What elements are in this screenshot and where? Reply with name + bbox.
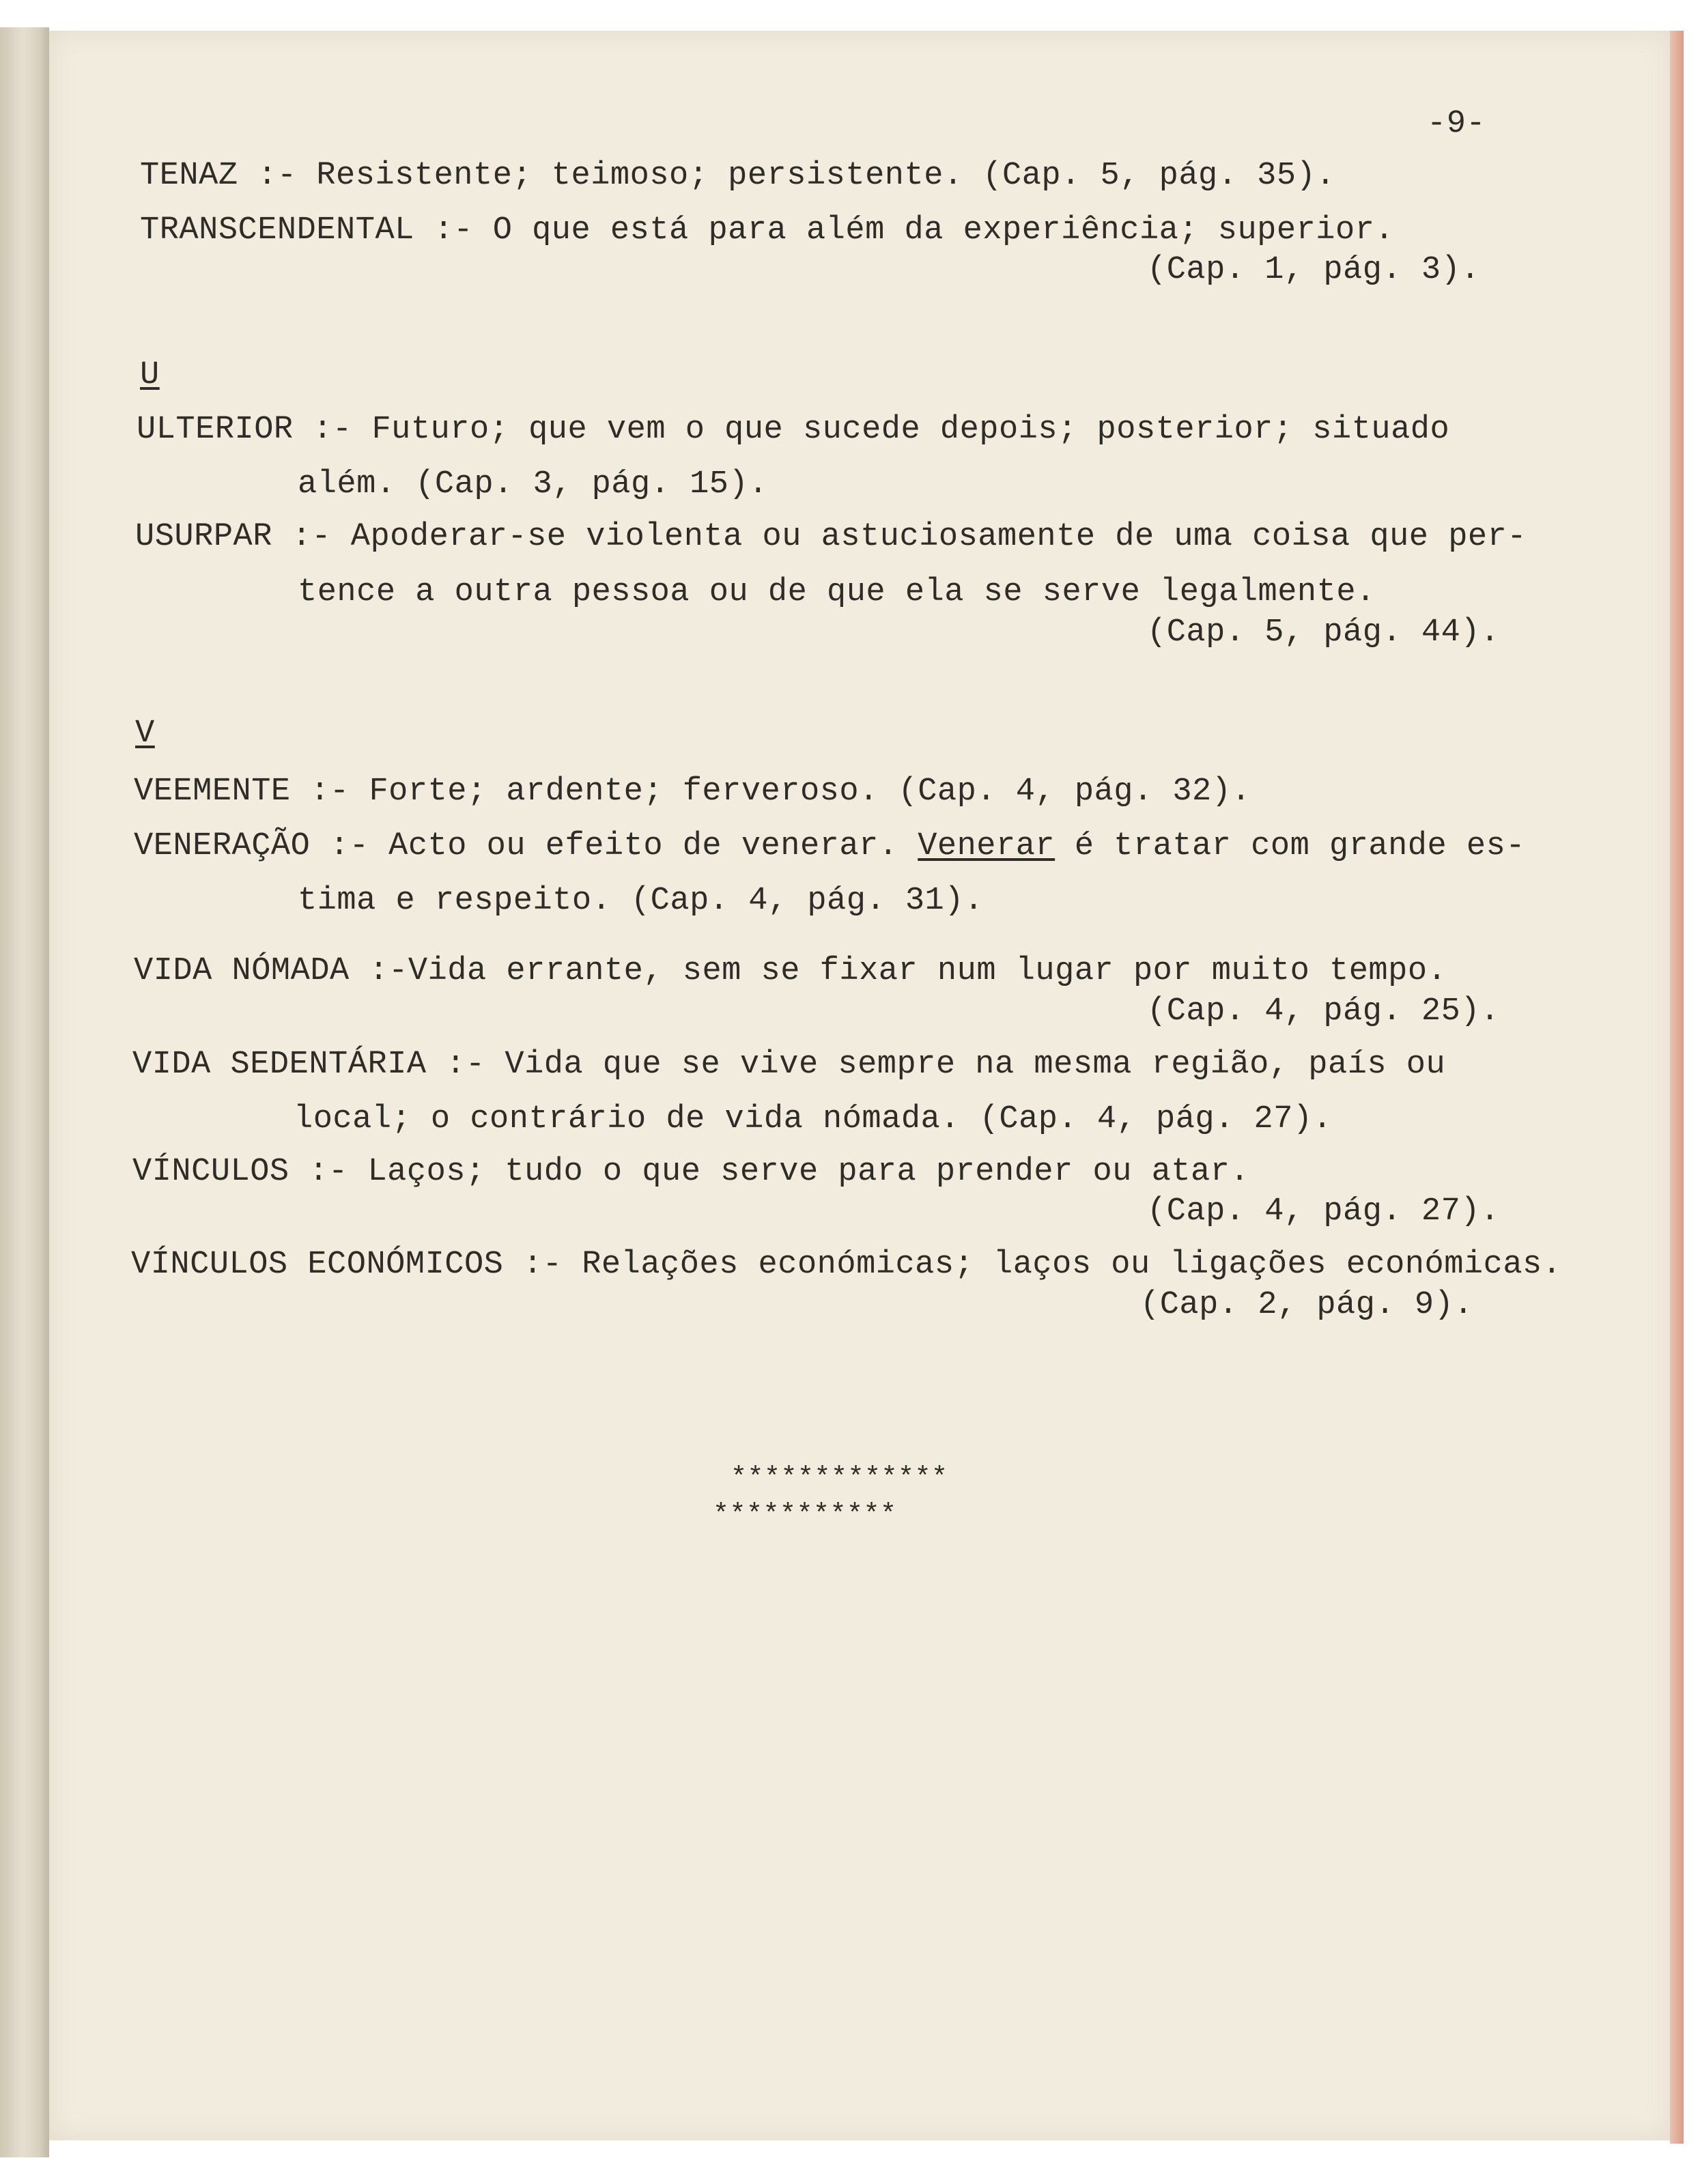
page-sheet	[49, 31, 1673, 2140]
reference: (Cap. 1, pág. 3).	[1147, 252, 1480, 288]
definition-continued: além. (Cap. 3, pág. 15).	[298, 466, 768, 502]
term: VEEMENTE	[134, 774, 291, 810]
reference: (Cap. 2, pág. 9).	[1140, 1287, 1473, 1323]
entry-vida-sedentaria	[132, 1045, 1445, 1086]
entry-ulterior	[137, 410, 1449, 451]
closing-stars-bottom: ***********	[713, 1500, 897, 1531]
closing-stars-top: *************	[731, 1463, 948, 1494]
reference: (Cap. 4, pág. 27).	[1147, 1193, 1500, 1230]
term: VÍNCULOS ECONÓMICOS	[131, 1247, 504, 1283]
term: VIDA SEDENTÁRIA	[132, 1047, 427, 1083]
reference: (Cap. 5, pág. 44).	[1147, 614, 1500, 651]
cover-edge	[1670, 31, 1684, 2144]
definition: é tratar com grande es-	[1055, 828, 1526, 864]
entry-veemente	[134, 771, 1251, 812]
reference: (Cap. 4, pág. 25).	[1147, 993, 1500, 1030]
section-heading-v: V	[135, 715, 155, 752]
term: TRANSCENDENTAL	[140, 212, 414, 249]
definition-continued: tima e respeito. (Cap. 4, pág. 31).	[298, 883, 984, 919]
definition: :- Vida que se vive sempre na mesma região, país ou	[426, 1047, 1446, 1083]
definition-continued: local; o contrário de vida nómada. (Cap. 4, pág. 27).	[294, 1101, 1333, 1137]
definition: :- Forte; ardente; ferveroso. (Cap. 4, pág. 32).	[290, 774, 1251, 810]
definition: :- Apoderar-se violenta ou astuciosamente de uma coisa que per-	[272, 519, 1527, 555]
page-number: -9-	[1427, 106, 1486, 142]
definition: :- O que está para além da experiência; superior.	[414, 212, 1395, 249]
definition: :- Futuro; que vem o que sucede depois; posterior; situado	[293, 412, 1450, 448]
underlined-word: Venerar	[918, 828, 1056, 864]
definition: :-Vida errante, sem se fixar num lugar por muito tempo.	[349, 953, 1447, 989]
term: TENAZ	[140, 158, 238, 194]
section-heading-u: U	[140, 357, 160, 393]
definition: :- Acto ou efeito de venerar.	[310, 828, 918, 864]
definition-continued: tence a outra pessoa ou de que ela se serve legalmente.	[298, 574, 1376, 610]
binding-edge	[0, 27, 49, 2157]
entry-veneracao	[134, 826, 1525, 867]
entry-vida-nomada	[134, 951, 1447, 992]
entry-usurpar	[135, 517, 1527, 558]
entry-tenaz	[140, 156, 1335, 197]
definition: :- Relações económicas; laços ou ligações económicas.	[503, 1247, 1562, 1283]
term: VÍNCULOS	[132, 1154, 289, 1190]
term: VIDA NÓMADA	[134, 953, 350, 989]
definition: :- Resistente; teimoso; persistente. (Cap. 5, pág. 35).	[238, 158, 1335, 194]
term: USURPAR	[135, 519, 272, 555]
entry-vinculos	[132, 1152, 1249, 1193]
definition: :- Laços; tudo o que serve para prender ou atar.	[289, 1154, 1250, 1190]
term: ULTERIOR	[137, 412, 294, 448]
entry-transcendental	[140, 210, 1394, 251]
entry-vinculos-economicos	[131, 1245, 1561, 1286]
term: VENERAÇÃO	[134, 828, 311, 864]
